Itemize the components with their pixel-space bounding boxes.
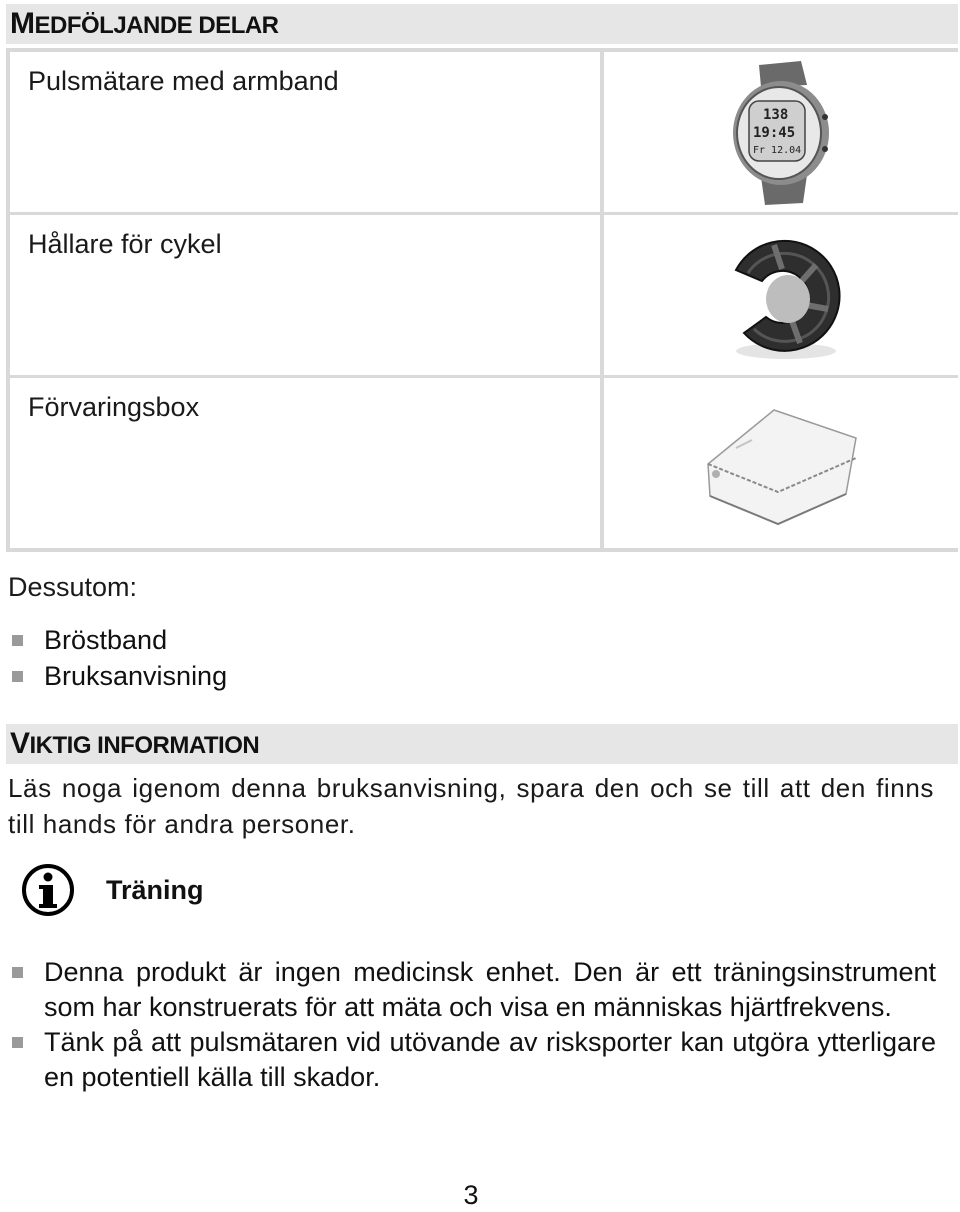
training-notes-list [8,955,936,1095]
table-cell-image [604,52,958,212]
bullet-square-icon [12,1037,23,1048]
info-callout [20,860,204,920]
list-item: Bruksanvisning [8,658,227,694]
section-heading-important-info: VIKTIG INFORMATION [6,724,958,764]
list-item: Bröstband [8,622,227,658]
table-cell-image [604,378,958,548]
info-callout-title: Träning [106,874,204,905]
important-info-paragraph: Läs noga igenom denna bruksanvisning, spara den och se till att den finns till hands för andra personer. [8,773,934,839]
table-cell-label [10,52,600,212]
bullet-square-icon [12,635,23,646]
watch-display-time: 19:45 [753,125,796,141]
bullet-square-icon [12,967,23,978]
watch-display-date: Fr 12.04 [753,145,802,156]
table-cell-label [10,215,600,375]
additionally-label: Dessutom: [8,572,138,602]
part-label-storage-box: Förvaringsbox [28,392,200,422]
bullet-square-icon [12,671,23,682]
table-cell-image [604,215,958,375]
section-heading-included-parts: MEDFÖLJANDE DELAR [6,4,958,44]
list-item: Denna produkt är ingen medicinsk enhet. Den är ett träningsinstrument som har konstruerats för att mäta och visa en människas hjärtfrekvens. [8,955,936,1025]
page-number: 3 [463,1180,479,1210]
watch-image [721,57,841,207]
info-icon [20,862,76,918]
extra-items-list [8,622,227,694]
bike-holder-image [716,225,846,365]
watch-display-bpm: 138 [763,107,789,123]
list-item: Tänk på att pulsmätaren vid utövande av risksporter kan utgöra ytterligare en potentiell källa till skador. [8,1025,936,1095]
part-label-watch: Pulsmätare med armband [28,66,339,96]
table-cell-label [10,378,600,548]
included-parts-table [6,48,958,552]
part-label-bike-holder: Hållare för cykel [28,229,222,259]
storage-box-image [696,398,866,528]
